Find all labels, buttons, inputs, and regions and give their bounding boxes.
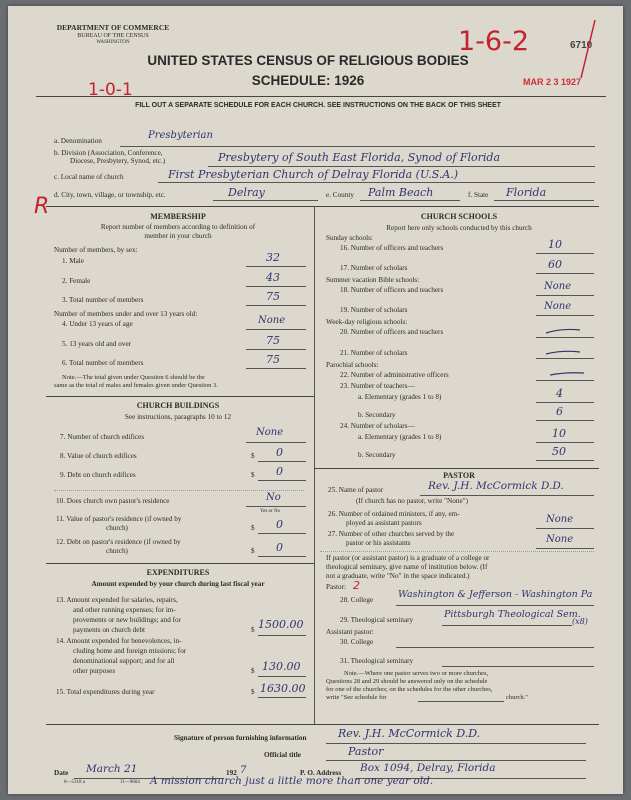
margin-r-mark: R: [34, 194, 50, 219]
address-value: Box 1094, Delray, Florida: [360, 762, 496, 774]
form-instruction: FILL OUT A SEPARATE SCHEDULE FOR EACH CHURCH. SEE INSTRUCTIONS ON THE BACK OF THIS SHEET: [135, 102, 501, 109]
year-value: 7: [240, 765, 247, 776]
city-line: [213, 200, 318, 201]
q28-line: [396, 605, 594, 606]
q20-label: 20. Number of officers and teachers: [340, 328, 444, 336]
buildings-intro: See instructions, paragraphs 10 to 12: [124, 413, 232, 421]
bureau-name: BUREAU OF THE CENSUS: [77, 33, 149, 39]
buildings-dotted-rule: [54, 490, 304, 491]
pastor-note-3: for one of the churches; on the schedules for the other churches,: [326, 686, 493, 693]
buildings-heading: CHURCH BUILDINGS: [136, 401, 220, 410]
pastor-note-2: Questions 28 and 29 should be answered only on the schedule: [326, 678, 488, 685]
pastor-count-mark: 2: [353, 579, 360, 592]
denomination-line: [120, 146, 595, 147]
q12-label-2: church): [106, 547, 128, 555]
q9-line: [258, 480, 306, 481]
q1-male-value: 32: [266, 251, 280, 264]
pastor-subheading: Pastor:: [326, 583, 346, 591]
q6-total-label: 6. Total number of members: [62, 359, 144, 367]
q14-label-2: cluding home and foreign missions; for: [73, 647, 187, 655]
q5-line: [246, 349, 306, 350]
q19-line: [536, 315, 594, 316]
q10-line: [246, 506, 306, 507]
q13-dollar: $: [251, 626, 255, 634]
city-label: d. City, town, village, or township, etc.: [54, 191, 166, 199]
q29-value: Pittsburgh Theological Sem.: [444, 609, 581, 620]
q7-line: [246, 442, 306, 443]
year-label: 192: [226, 769, 237, 777]
print-code: 6—5318 a: [64, 780, 85, 785]
q27-label: 27. Number of other churches served by the: [328, 530, 455, 538]
county-value: Palm Beach: [368, 186, 434, 199]
membership-intro: Report number of members according to definition of: [100, 223, 256, 231]
membership-intro-2: member in your church: [144, 232, 212, 240]
q2-female-value: 43: [266, 271, 280, 284]
graduate-instruction-3: not a graduate, write "No" in the space indicated.): [326, 572, 470, 580]
q24a-label: a. Elementary (grades 1 to 8): [358, 433, 442, 441]
q31-line: [442, 666, 594, 667]
q5-over13-value: 75: [266, 334, 280, 347]
red-pencil-stroke: [573, 16, 603, 81]
division-value: Presbytery of South East Florida, Synod of Florida: [218, 151, 501, 164]
q11-line: [258, 533, 306, 534]
q17-label: 17. Number of scholars: [340, 264, 408, 272]
received-date-stamp: MAR 2 3 1927: [523, 77, 582, 87]
mission-footnote: A mission church just a little more than one year old.: [150, 775, 434, 787]
q13-value: 1500.00: [258, 618, 304, 631]
address-label: P. O. Address: [300, 769, 342, 777]
q7-edifices-label: 7. Number of church edifices: [60, 433, 145, 441]
q25-label: 25. Name of pastor: [328, 486, 384, 494]
denomination-value: Presbyterian: [148, 130, 213, 141]
q14-label-3: denominational support; and for all: [73, 657, 175, 665]
q3-total-value: 75: [266, 290, 280, 303]
q16-label: 16. Number of officers and teachers: [340, 244, 444, 252]
q9-dollar: $: [251, 471, 255, 479]
q13-label: 13. Amount expended for salaries, repairs,: [56, 596, 178, 604]
q24a-value: 10: [552, 427, 566, 440]
pastor-note-line: [418, 701, 504, 702]
q23-label: 23. Number of teachers—: [340, 382, 415, 390]
membership-note: Note.—The total given under Question 6 should be the: [62, 374, 205, 381]
county-label: e. County: [326, 191, 354, 199]
division-label-2: Diocese, Presbytery, Synod, etc.): [70, 157, 166, 165]
q23b-value: 6: [556, 405, 563, 418]
q16-value: 10: [548, 238, 562, 251]
q21-dash-mark: [544, 345, 584, 359]
q30-line: [396, 647, 594, 648]
q14-dollar: $: [251, 667, 255, 675]
q9-debt-label: 9. Debt on church edifices: [60, 471, 136, 479]
q13-line: [258, 635, 306, 636]
q6-total-value: 75: [266, 353, 280, 366]
q3-line: [246, 305, 306, 306]
body-top-rule: [46, 206, 599, 207]
q4-under13-label: 4. Under 13 years of age: [62, 320, 133, 328]
weekday-schools-label: Week-day religious schools:: [326, 318, 408, 326]
date-label: Date: [54, 769, 69, 777]
q14-label: 14. Amount expended for benevolences, in-: [56, 637, 182, 645]
signature-line: [326, 743, 586, 744]
q18-line: [536, 295, 594, 296]
graduate-instruction-2: theological seminary, give name of institution below. (If: [326, 563, 488, 571]
q14-value: 130.00: [262, 660, 301, 673]
q12-value: 0: [276, 541, 283, 554]
q25-line: [420, 495, 594, 496]
q1-line: [246, 266, 306, 267]
q11-residence-value-label: 11. Value of pastor's residence (if owned by: [56, 515, 182, 523]
signature-label: Signature of person furnishing information: [174, 734, 307, 742]
schools-heading: CHURCH SCHOOLS: [420, 212, 498, 221]
pastor-note: Note.—Where one pastor serves two or more churches,: [344, 670, 489, 677]
q26-value: None: [546, 514, 574, 525]
q25-note: (If church has no pastor, write "None"): [356, 497, 468, 505]
q5-over13-label: 5. 13 years old and over: [62, 340, 132, 348]
church-name-value: First Presbyterian Church of Delray Florida (U.S.A.): [168, 168, 459, 181]
graduate-instruction: If pastor (or assistant pastor) is a graduate of a college or: [326, 554, 490, 562]
q26-label: 26. Number of ordained ministers, if any, em-: [328, 510, 460, 518]
q17-line: [536, 273, 594, 274]
q11-dollar: $: [251, 524, 255, 532]
q19-label: 19. Number of scholars: [340, 306, 408, 314]
census-form-sheet: [8, 6, 623, 794]
q2-line: [246, 286, 306, 287]
q11-value: 0: [276, 518, 283, 531]
pastor-heading: PASTOR: [443, 471, 475, 480]
print-code-2: 11—9604: [120, 780, 140, 785]
body-bottom-rule: [46, 724, 599, 725]
q15-line: [258, 697, 306, 698]
county-line: [360, 200, 460, 201]
q24b-label: b. Secondary: [358, 451, 396, 459]
schedule-year: SCHEDULE: 1926: [251, 73, 365, 88]
column-divider: [314, 206, 315, 724]
q24b-line: [536, 460, 594, 461]
q13-label-4: payments on church debt: [73, 626, 146, 634]
q14-label-4: other purposes: [73, 667, 116, 675]
q24-label: 24. Number of scholars—: [340, 422, 415, 430]
q15-label: 15. Total expenditures during year: [56, 688, 155, 696]
pastor-dotted-rule: [320, 551, 594, 552]
division-label: b. Division (Association, Conference,: [54, 149, 163, 157]
assistant-pastor-label: Assistant pastor:: [326, 628, 374, 636]
left-code-annotation: 1-0-1: [88, 80, 133, 100]
q13-label-3: provements or new buildings; and for: [73, 616, 181, 624]
date-value: March 21: [86, 763, 138, 775]
q12-line: [258, 556, 306, 557]
q23a-label: a. Elementary (grades 1 to 8): [358, 393, 442, 401]
q27-line: [536, 548, 594, 549]
q12-residence-debt-label: 12. Debt on pastor's residence (if owned by: [56, 538, 181, 546]
q26-label-2: ployed as assistant pastors: [346, 519, 422, 527]
pastor-rule: [314, 468, 599, 469]
q1-male-label: 1. Male: [62, 257, 84, 265]
q19-value: None: [544, 301, 572, 312]
schools-intro: Report here only schools conducted by this church: [386, 224, 532, 232]
q3-total-label: 3. Total number of members: [62, 296, 144, 304]
department-name: DEPARTMENT OF COMMERCE: [56, 23, 170, 32]
city-value: Delray: [228, 186, 265, 199]
q23a-value: 4: [556, 387, 563, 400]
church-name-line: [158, 182, 595, 183]
q27-label-2: pastor or his assistants: [346, 539, 411, 547]
q25-value: Rev. J.H. McCormick D.D.: [428, 480, 564, 492]
buildings-rule: [46, 396, 314, 397]
q24a-line: [536, 442, 594, 443]
q17-value: 60: [548, 258, 562, 271]
q10-residence-value: No: [266, 492, 281, 503]
pastor-note-5: church.": [506, 694, 528, 701]
membership-note-2: same as the total of males and females given under Question 3.: [54, 382, 218, 389]
expenditures-rule: [46, 563, 314, 564]
q30-label: 30. College: [340, 638, 374, 646]
q4-line: [246, 329, 306, 330]
q12-dollar: $: [251, 547, 255, 555]
q18-label: 18. Number of officers and teachers: [340, 286, 444, 294]
q13-label-2: and other running expenses; for im-: [73, 606, 176, 614]
q8-dollar: $: [251, 452, 255, 460]
q21-label: 21. Number of scholars: [340, 349, 408, 357]
q23b-line: [536, 420, 594, 421]
pastor-note-4: write "See schedule for: [326, 694, 387, 701]
q23b-label: b. Secondary: [358, 411, 396, 419]
summer-schools-label: Summer vacation Bible schools:: [326, 276, 420, 284]
age-group-label: Number of members under and over 13 years old:: [54, 310, 198, 318]
right-code-annotation: 1-6-2: [458, 26, 530, 57]
expenditures-heading: EXPENDITURES: [146, 568, 210, 577]
q20-dash-mark: [544, 324, 584, 338]
q22-dash-mark: [548, 367, 588, 381]
q2-female-label: 2. Female: [62, 277, 91, 285]
q24b-value: 50: [552, 445, 566, 458]
q16-line: [536, 253, 594, 254]
church-name-label: c. Local name of church: [54, 173, 124, 181]
q8-value: 0: [276, 446, 283, 459]
q28-value: Washington & Jefferson - Washington Pa: [398, 589, 593, 600]
bureau-city: WASHINGTON: [96, 40, 130, 45]
q9-debt-value: 0: [276, 465, 283, 478]
q7-edifices-value: None: [256, 427, 284, 438]
expenditures-intro: Amount expended by your church during last fiscal year: [91, 580, 265, 588]
form-number: 6710: [570, 40, 593, 51]
q29-line: [442, 625, 572, 626]
q26-line: [536, 528, 594, 529]
q27-value: None: [546, 534, 574, 545]
signature-value: Rev. J.H. McCormick D.D.: [338, 727, 481, 740]
q8-value-label: 8. Value of church edifices: [60, 452, 137, 460]
q15-dollar: $: [251, 688, 255, 696]
q15-value: 1630.00: [260, 682, 306, 695]
state-value: Florida: [506, 186, 547, 199]
official-title-line: [326, 760, 586, 761]
state-line: [494, 200, 594, 201]
sunday-schools-label: Sunday schools:: [326, 234, 373, 242]
q14-line: [258, 676, 306, 677]
q6-line: [246, 368, 306, 369]
denomination-label: a. Denomination: [54, 137, 102, 145]
q31-label: 31. Theological seminary: [340, 657, 414, 665]
parochial-schools-label: Parochial schools:: [326, 361, 379, 369]
q4-under13-value: None: [258, 315, 286, 326]
q10-hint: Yes or No: [260, 509, 281, 514]
q22-label: 22. Number of administrative officers: [340, 371, 449, 379]
margin-x8-mark: (x8): [572, 617, 588, 626]
form-title: UNITED STATES CENSUS OF RELIGIOUS BODIES: [147, 53, 469, 68]
q18-value: None: [544, 281, 572, 292]
q11-label-2: church): [106, 524, 128, 532]
membership-heading: MEMBERSHIP: [150, 212, 206, 221]
division-line: [208, 166, 595, 167]
members-by-sex-label: Number of members, by sex:: [54, 246, 138, 254]
q23a-line: [536, 402, 594, 403]
q8-line: [258, 461, 306, 462]
official-title-label: Official title: [264, 751, 301, 759]
q28-label: 28. College: [340, 596, 374, 604]
q29-label: 29. Theological seminary: [340, 616, 414, 624]
state-label: f. State: [468, 191, 489, 199]
q10-residence-label: 10. Does church own pastor's residence: [56, 497, 170, 505]
official-title-value: Pastor: [348, 745, 384, 758]
